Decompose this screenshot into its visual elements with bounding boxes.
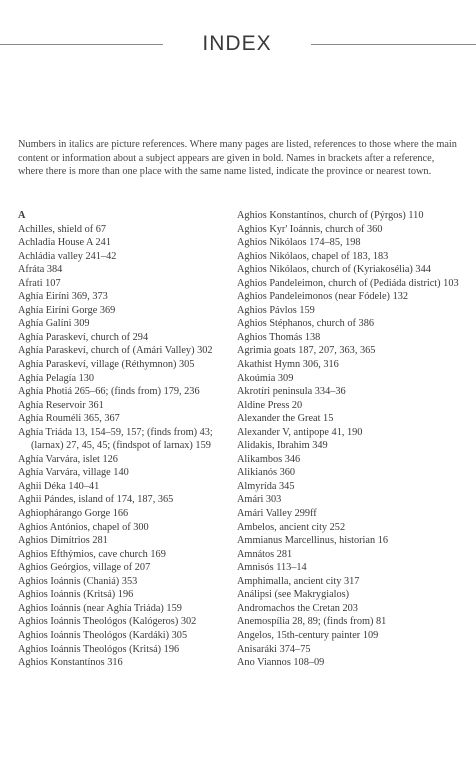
index-entry: Aghía Varvára, village 140	[18, 467, 129, 479]
index-entry: Aghiophárango Gorge 166	[18, 508, 129, 520]
index-entry: Achilles, shield of 67	[18, 223, 107, 235]
index-entry: Aghía Paraskeví, church of (Amári Valley) 302	[18, 345, 213, 357]
title-rule-left	[0, 44, 163, 45]
index-entry: Aghios Stéphanos, church of 386	[237, 318, 374, 330]
index-column-left	[18, 209, 231, 670]
index-entry: Aghía Eiríni Gorge 369	[18, 304, 116, 316]
index-entry: Aghios Ioánnis Theológos (Kritsá) 196	[18, 643, 180, 655]
page-title: INDEX	[202, 32, 272, 55]
index-entry: Achladia House A 241	[18, 237, 111, 249]
index-entry: Ammianus Marcellinus, historian 16	[237, 535, 388, 547]
title-rule-right	[311, 44, 476, 45]
index-entry: Aghios Pávlos 159	[237, 304, 315, 316]
index-entry: Aghios Nikólaos, church of (Kyriakosélia) 344	[237, 264, 431, 276]
index-entry: Achládia valley 241–42	[18, 250, 117, 262]
index-entry: Afrati 107	[18, 277, 61, 289]
index-entry: Aghios Kyr' Ioánnis, church of 360	[237, 223, 383, 235]
index-entry: Anemospília 28, 89; (finds from) 81	[237, 616, 387, 628]
index-entry: Aghía Varvára, islet 126	[18, 453, 118, 465]
index-entry: Aghía Reservoir 361	[18, 399, 104, 411]
index-entry: Afráta 384	[18, 264, 63, 276]
title-block	[0, 30, 476, 60]
index-entry: Aghía Paraskeví, village (Réthymnon) 305	[18, 359, 195, 371]
index-entry: Angelos, 15th-century painter 109	[237, 629, 379, 641]
index-section-letter: A	[18, 210, 26, 221]
index-entry: Aghios Dimítrios 281	[18, 535, 108, 547]
index-entry: Aghios Pandeleimonos (near Fódele) 132	[237, 291, 409, 303]
index-entry: Aghios Ioánnis Theológos (Kalógeros) 302	[18, 616, 197, 628]
index-column-right	[237, 209, 463, 670]
index-entry: Aghios Nikólaos, chapel of 183, 183	[237, 250, 389, 262]
index-entry: Alikambos 346	[237, 453, 301, 465]
index-entry: Akrotíri peninsula 334–36	[237, 386, 346, 398]
index-entry: Alexander the Great 15	[237, 413, 334, 425]
index-entry: Aghios Efthýmios, cave church 169	[18, 548, 166, 560]
index-entry: Aghios Ioánnis Theológos (Kardáki) 305	[18, 629, 188, 641]
index-entry: Ambelos, ancient city 252	[237, 521, 346, 533]
index-entry: Aghios Thomás 138	[237, 331, 321, 343]
index-entry: Aghía Photiá 265–66; (finds from) 179, 236	[18, 386, 200, 398]
index-entry: Aghii Pándes, island of 174, 187, 365	[18, 494, 174, 506]
index-entry: Aghios Antónios, chapel of 300	[18, 521, 149, 533]
index-entry: Aghía Triáda 13, 154–59, 157; (finds from) 43; (larnax) 27, 45, 45; (findspot of larnax) 159	[18, 426, 213, 452]
index-entry: Alidakis, Ibrahim 349	[237, 440, 328, 452]
index-entry: Aghía Paraskeví, church of 294	[18, 331, 149, 343]
index-entry: Alikianós 360	[237, 467, 296, 479]
index-entry: Aghía Rouméli 365, 367	[18, 413, 120, 425]
index-entry: Amnátos 281	[237, 548, 293, 560]
index-entry: Ano Viannos 108–09	[237, 657, 325, 669]
index-entry: Agrimia goats 187, 207, 363, 365	[237, 345, 376, 357]
index-entry: Akoúmia 309	[237, 372, 294, 384]
index-entry: Almyrída 345	[237, 480, 295, 492]
index-entry: Aghios Ioánnis (Chaniá) 353	[18, 575, 138, 587]
index-entry: Aghios Konstantínos 316	[18, 657, 123, 669]
index-introduction: Numbers in italics are picture references. Where many pages are listed, references to those where the main content or information about a subject appears are given in bold. Names in brackets after a reference, where there is more than one place with the same name listed, indicate the province or nearest town.	[18, 139, 457, 177]
index-entry: Akathist Hymn 306, 316	[237, 359, 339, 371]
index-entry: Amnisós 113–14	[237, 562, 307, 574]
index-entry: Amphimalla, ancient city 317	[237, 575, 360, 587]
index-entry: Aghía Eiríni 369, 373	[18, 291, 108, 303]
index-entry: Aghios Pandeleimon, church of (Pediáda district) 103	[237, 277, 459, 289]
index-entry: Andromachos the Cretan 203	[237, 602, 358, 614]
index-entry: Aghios Konstantínos, church of (Pýrgos) 110	[237, 210, 424, 221]
index-entry: Análipsi (see Makrygialos)	[237, 589, 350, 601]
index-entry: Amári Valley 299ff	[237, 508, 317, 520]
index-entry: Aghía Pelagía 130	[18, 372, 95, 384]
index-entry: Aldine Press 20	[237, 399, 303, 411]
index-entry: Aghía Galíni 309	[18, 318, 90, 330]
index-entry: Alexander V, antipope 41, 190	[237, 426, 363, 438]
index-entry: Amári 303	[237, 494, 282, 506]
index-entry: Aghii Déka 140–41	[18, 480, 100, 492]
index-entry: Anisaráki 374–75	[237, 643, 311, 655]
index-entry: Aghios Geórgios, village of 207	[18, 562, 151, 574]
index-entry: Aghios Ioánnis (near Aghía Triáda) 159	[18, 602, 182, 614]
index-entry: Aghios Nikólaos 174–85, 198	[237, 237, 361, 249]
index-entry: Aghios Ioánnis (Kritsá) 196	[18, 589, 134, 601]
